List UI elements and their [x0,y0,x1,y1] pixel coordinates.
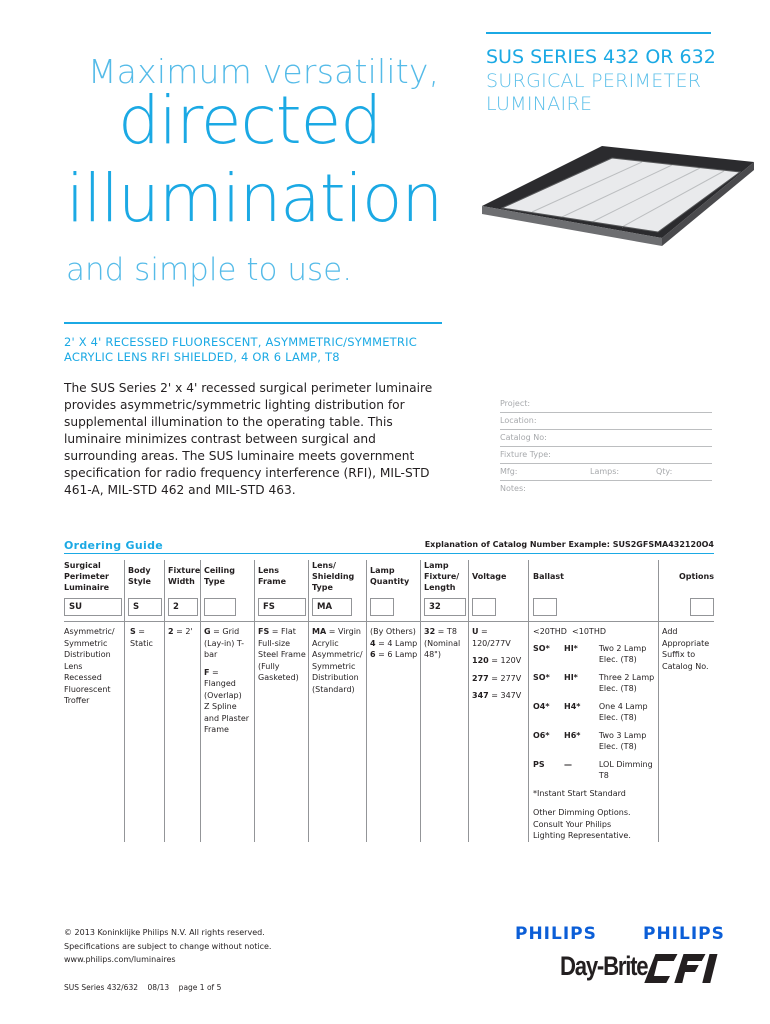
hero-line-2: directed [118,82,382,159]
description-title-1: 2' X 4' RECESSED FLUORESCENT, ASYMMETRIC/SYMMETRIC [64,335,417,349]
col-lamp-qty-box[interactable] [370,598,394,616]
ballast-code-b: HI* [564,672,578,682]
lens-frame-text: = Flat Full-size Steel Frame (Fully Gasketed) [258,627,306,682]
col-fixture-width-box[interactable]: 2 [168,598,198,616]
col-ceiling-body [204,616,252,736]
footer-page-info: SUS Series 432/632 08/13 page 1 of 5 [64,983,222,992]
fixture-width-text: = 2' [173,627,193,636]
qty-label: Qty: [656,467,673,476]
lamps-label: Lamps: [590,467,620,476]
col-divider [308,560,309,842]
ballast-code-b: H4* [564,701,581,711]
col-ballast-box[interactable] [533,598,557,616]
lamp-qty-by-others: (By Others) [370,627,416,636]
ballast-note-dimming: Other Dimming Options. Consult Your Philips Lighting Representative. [533,808,631,840]
body-style-code: S [130,627,136,636]
project-field[interactable] [500,396,712,413]
catalog-label: Catalog No: [500,433,547,442]
col-lamp-length [424,556,466,661]
voltage-120-code: 120 [472,656,489,665]
description-body: The SUS Series 2' x 4' recessed surgical perimeter luminaire provides asymmetric/symmetric lighting distribution for supplemental illumination to the operating table. This luminaire minimizes contrast between surgical and surrounding areas. The SUS luminaire meets government specification for radio frequency interference (RFI), MIL-STD 461-A, MIL-STD 462 and MIL-STD 463. [64,381,433,497]
col-divider [420,560,421,842]
shielding-text: = Virgin Acrylic Asymmetric/ Symmetric Distribution (Standard) [312,627,363,694]
mfg-label: Mfg: [500,467,518,476]
catalog-explanation: Explanation of Catalog Number Example: SUS2GFSMA432120O4 [424,540,714,549]
ballast-row [533,643,657,666]
ceiling-g-code: G [204,627,211,636]
luminaire-illustration [462,128,762,248]
lamp-qty-code-6: 6 [370,650,376,659]
location-field[interactable] [500,413,712,430]
voltage-277-code: 277 [472,673,489,683]
ballast-code-b: HI* [564,643,578,653]
philips-logo-right: PHILIPS [643,924,725,944]
col-divider [658,560,659,842]
ballast-code-a: SO* [533,643,550,653]
col-ceiling-box[interactable] [204,598,236,616]
col-shielding-body [312,616,364,695]
col-voltage-box[interactable] [472,598,496,616]
col-divider [164,560,165,842]
col-ceiling-head: Ceiling Type [204,566,235,586]
col-fixture-width [168,556,201,638]
lamp-length-text: = T8 (Nominal 48") [424,627,461,659]
ceiling-f-text: = Flanged (Overlap) [204,667,242,700]
ceiling-z-text: Z Spline and Plaster Frame [204,702,250,734]
col-body-style-head: Body Style [128,566,151,586]
col-shielding-head: Lens/ Shielding Type [312,560,355,592]
hero-line-3: illumination [66,160,443,237]
series-subtitle-2: LUMINAIRE [486,93,593,115]
voltage-u-text: = 120/277V [472,627,511,648]
description-title [64,335,464,365]
location-label: Location: [500,416,537,425]
project-form [500,396,712,498]
col-lamp-qty-head: Lamp Quantity [370,566,410,586]
ballast-row [533,701,657,724]
col-body-style [128,556,162,649]
cfi-logo [644,952,724,986]
fixture-type-field[interactable] [500,447,712,464]
col-ballast [533,556,657,842]
col-options-body: Add Appropriate Suffix to Catalog No. [662,627,710,671]
lamp-qty-text-4: = 4 Lamp [375,638,418,648]
ballast-code-a: PS [533,759,545,769]
description-rule [64,322,442,324]
ballast-desc: Two 3 Lamp Elec. (T8) [598,730,647,751]
philips-logo-left: PHILIPS [515,924,597,944]
col-divider [366,560,367,842]
shielding-code: MA [312,627,327,636]
col-lens-frame-box[interactable]: FS [258,598,306,616]
series-title: SUS SERIES 432 OR 632 [486,46,716,68]
lamp-qty-code-4: 4 [370,638,376,648]
col-shielding-box[interactable]: MA [312,598,352,616]
ballast-desc: LOL Dimming T8 [598,759,653,780]
hero-line-1: Maximum versatility, [88,52,440,91]
ballast-row [533,730,657,753]
body-style-text: Static [130,638,153,648]
fixture-width-code: 2 [168,627,174,636]
ballast-code-a: O4* [533,701,550,711]
daybrite-logo: Day-Brite [560,951,648,981]
col-lens-frame-body [258,616,306,684]
series-subtitle-1: SURGICAL PERIMETER [486,70,702,92]
ballast-row [533,672,657,695]
col-ballast-body [533,616,657,842]
ballast-desc: Three 2 Lamp Elec. (T8) [598,672,655,693]
col-voltage-body [472,616,528,702]
voltage-277-text: = 277V [488,673,522,683]
voltage-u-code: U [472,627,479,636]
col-fixture-width-head: Fixture Width [168,566,201,586]
col-surgical [64,556,122,707]
ceiling-g-text: = Grid (Lay-in) T-bar [204,627,244,659]
voltage-120-text: = 120V [488,656,522,665]
ballast-code-a: SO* [533,672,550,682]
ballast-code-b: H6* [564,730,581,740]
col-divider [254,560,255,842]
col-fixture-width-body [168,616,198,638]
ballast-thd-20: <20THD [533,627,567,636]
col-body-style-box[interactable]: S [128,598,162,616]
col-divider [124,560,125,842]
col-voltage-head: Voltage [472,571,507,581]
ballast-code-b: — [564,759,572,769]
series-subtitle [486,70,701,116]
ballast-desc: One 4 Lamp Elec. (T8) [598,701,648,722]
body-style-eq: = [135,627,146,636]
col-options [662,556,714,672]
col-lamp-length-box[interactable]: 32 [424,598,466,616]
voltage-347-text: = 347V [488,691,522,700]
col-surgical-body: Asymmetric/ Symmetric Distribution Lens Recessed Fluorescent Troffer [64,627,115,705]
col-voltage [472,556,528,702]
project-label: Project: [500,399,531,408]
ballast-note-instant: *Instant Start Standard [533,788,626,798]
hero-line-4: and simple to use. [66,252,353,288]
col-lamp-length-head: Lamp Fixture/ Length [424,560,460,592]
col-lamp-length-body [424,616,466,661]
fixture-type-label: Fixture Type: [500,450,551,459]
notes-field[interactable] [500,481,712,498]
ordering-guide-title: Ordering Guide [64,539,164,552]
col-ballast-head: Ballast [533,571,564,581]
col-divider [200,560,201,842]
cfi-logo-text: CFI [644,950,646,951]
col-options-box[interactable] [690,598,714,616]
ballast-code-a: O6* [533,730,550,740]
ballast-desc: Two 2 Lamp Elec. (T8) [598,643,647,664]
ceiling-f-code: F [204,667,210,677]
notes-label: Notes: [500,484,526,493]
col-surgical-head: Surgical Perimeter Luminaire [64,560,110,592]
col-surgical-box[interactable]: SU [64,598,122,616]
voltage-347-code: 347 [472,691,489,700]
col-lens-frame [258,556,306,684]
footer-legal [64,926,271,967]
footer-url[interactable]: www.philips.com/luminaires [64,955,176,964]
series-rule [486,32,711,34]
ballast-row [533,759,657,782]
col-ceiling [204,556,252,736]
col-options-head: Options [678,571,714,581]
ordering-rule [64,553,714,554]
lens-frame-code: FS [258,627,270,636]
col-shielding [312,556,364,695]
col-lens-frame-head: Lens Frame [258,566,287,586]
ballast-thd-10: <10THD [572,627,606,636]
description-title-2: ACRYLIC LENS RFI SHIELDED, 4 OR 6 LAMP, T8 [64,350,340,364]
col-body-style-body [128,616,162,649]
footer-copyright: © 2013 Koninklijke Philips N.V. All rights reserved. [64,928,265,937]
catalog-field[interactable] [500,430,712,447]
lamp-length-code: 32 [424,627,436,636]
col-lamp-qty-body [370,616,418,661]
col-lamp-qty [370,556,418,661]
col-divider [468,560,469,842]
footer-spec-note: Specifications are subject to change without notice. [64,941,272,951]
lamp-qty-text-6: = 6 Lamp [375,650,418,659]
col-divider [528,560,529,842]
mfg-lamps-qty-field[interactable] [500,464,712,481]
